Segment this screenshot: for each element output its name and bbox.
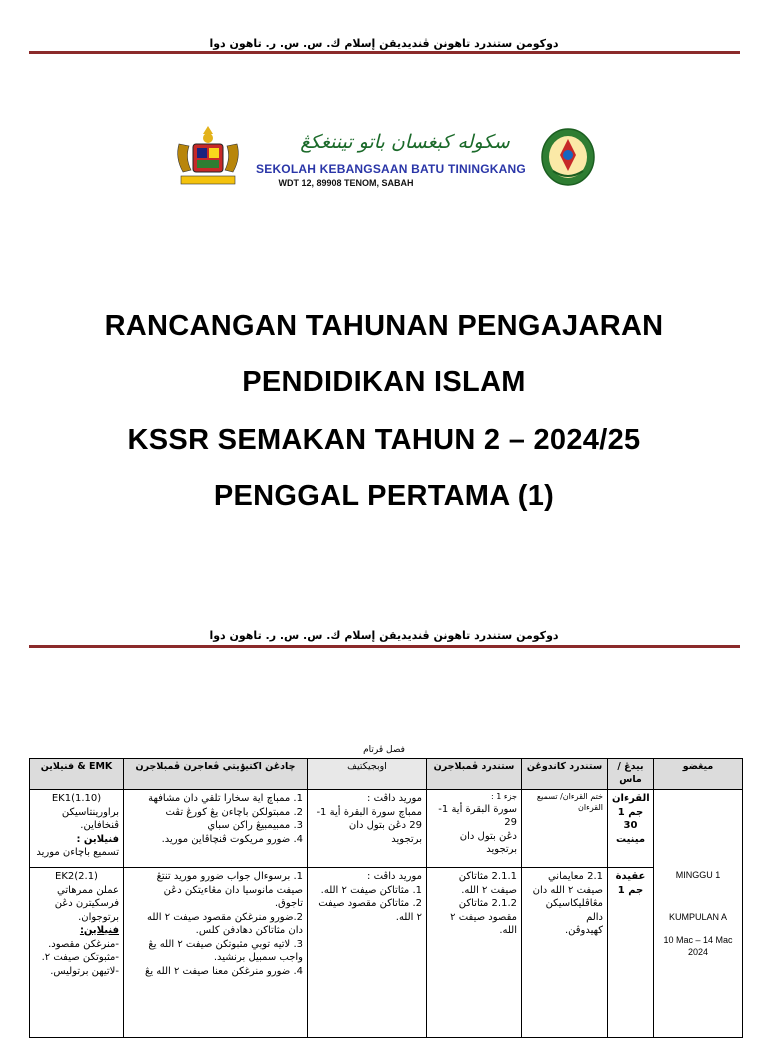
week-dates: 10 Mac – 14 Mac 2024: [663, 934, 733, 957]
sk-line: مڠاڤليکاسيکن دالم: [545, 898, 603, 923]
emk-text: فرسکيترن دڠن: [54, 898, 119, 909]
emk-text: تسميع باچاءن موريد: [36, 847, 119, 858]
table-caption: فصل ڤرتام: [363, 745, 405, 755]
cell-bidang-masa: [608, 790, 654, 868]
objektif-line: 29 دڠن بتول دان: [348, 820, 422, 831]
page-2-header: دوكومن ستندرد تاهونن ڤنديديقن إسلام ك. س. س. ر. تاهون دوا: [209, 629, 559, 642]
aktiviti-item: 1. برسوءال جواب ضورو موريد تنتڠ صيفت مانوسيا دان مڠاءيتکن دڠن: [156, 871, 303, 896]
header-divider: [29, 51, 740, 54]
table-header-row: [30, 759, 743, 790]
emk-text: براورينتاسيکن: [61, 806, 119, 818]
page-2-divider: [29, 645, 740, 648]
header-emk: EMK & فنيلاين: [30, 759, 124, 790]
sk-line: کهيدوڤن.: [564, 925, 603, 936]
emk-code: EK2(2.1): [55, 871, 98, 882]
group-name: KUMPULAN A: [668, 912, 728, 923]
sk-line: القرءان: [578, 802, 603, 812]
emk-text: ڤنخافاين.: [80, 820, 119, 831]
title-line-4: PENGGAL PERTAMA (1): [213, 480, 555, 512]
school-name: SEKOLAH KEBANGSAAN BATU TININGKANG: [256, 162, 526, 176]
header-minggu: ميڠضو: [654, 759, 743, 790]
sk-line: ختم القرءان/ تسميع: [536, 792, 603, 801]
cell-aktiviti: [124, 868, 308, 1038]
table-row: [30, 868, 743, 1038]
cell-emk: [30, 868, 124, 1038]
penilaian-label: فنيلاين :: [76, 833, 119, 845]
objektif-line: ممباچ سورة البقرة أية 1-: [316, 806, 422, 818]
sp-line: 2.1.1 مثاتاکن: [458, 871, 517, 882]
cell-objektif: [308, 790, 427, 868]
masa-line: 1 جم: [617, 806, 644, 818]
school-badge-logo: [541, 127, 595, 187]
emk-text: -مثبوتکن صيفت ٢.: [41, 952, 119, 963]
sp-line: مقصود صيفت ٢ الله.: [450, 911, 517, 936]
objektif-line: موريد داڤت :: [367, 871, 422, 882]
cell-objektif: [308, 868, 427, 1038]
aktiviti-item: دان مثاتاکن دهادفن کلس.: [195, 925, 303, 936]
emk-text: برتوجوان.: [78, 911, 119, 923]
objektif-line: 1. مثاتاکن صيفت ٢ الله.: [320, 884, 422, 896]
aktiviti-item: 2.ضورو منرغکن مقصود صيفت ٢ الله: [147, 911, 303, 923]
sp-line: سورة البقرة أية 1-29: [438, 803, 517, 829]
sk-line: صيفت ٢ الله دان: [532, 884, 603, 896]
aktiviti-item: واجب سمبيل برنشيد.: [213, 952, 303, 963]
school-name-jawi: سکوله کبغسان باتو تيننغکڠ: [300, 131, 510, 153]
cell-bidang-masa: [608, 868, 654, 1038]
objektif-line: 2. مثاتاکن مقصود صيفت: [318, 898, 422, 909]
title-line-3: KSSR SEMAKAN TAHUN 2 – 2024/25: [127, 424, 641, 456]
emk-text: -منرغکن مقصود.: [48, 938, 119, 950]
emk-text: عملن ممرهاتي: [57, 884, 119, 896]
school-address: WDT 12, 89908 TENOM, SABAH: [278, 178, 414, 188]
header-standard-pembelajaran: ستندرد ڤمبلاجرن: [427, 759, 522, 790]
aktiviti-item: 1. ممباچ اية سخارا تلقي دان مشافهة: [148, 793, 303, 804]
cell-minggu: [654, 790, 743, 1038]
header-objektif: اوبجيکتيف: [308, 759, 427, 790]
cell-standard-pembelajaran: [427, 868, 522, 1038]
emk-code: EK1(1.10): [51, 793, 102, 804]
cell-standard-kandungan: [522, 868, 608, 1038]
objektif-line: موريد داڤت :: [367, 793, 422, 804]
document-header: دوكومن ستندرد تاهونن ڤنديديقن إسلام ك. س. س. ر. تاهون دوا: [209, 37, 559, 50]
objektif-line: برتجويد: [391, 833, 422, 845]
aktiviti-item: 4. ضورو منرغکن معنا صيفت ٢ الله يڠ: [145, 965, 303, 977]
sp-line: 2.1.2 مثاتاکن: [458, 898, 517, 909]
yearly-plan-table: [29, 758, 743, 1038]
emk-text: -لاتيهن برتوليس.: [50, 965, 119, 977]
sp-line: جزء 1 :: [490, 792, 517, 801]
header-standard-kandungan: ستندرد کاندوڠن: [522, 759, 608, 790]
bidang-name: عقيدة: [615, 871, 646, 882]
week-number: MINGGU 1: [675, 870, 721, 881]
aktiviti-item: 4. ضورو مريکوت ڤنچاڤاين موريد.: [161, 833, 303, 845]
bidang-name: القرءان: [612, 793, 650, 804]
title-line-1: RANCANGAN TAHUNAN PENGAJARAN: [104, 310, 664, 342]
aktiviti-item: 3. لاتيه توبي مثبوتکن صيفت ٢ الله يڠ: [148, 938, 303, 950]
sk-line: 2.1 معايماني: [547, 871, 603, 882]
masa-line: 30: [623, 820, 638, 831]
sp-line: صيفت ٢ الله.: [461, 884, 517, 896]
table-row: [30, 790, 743, 868]
cell-emk: [30, 790, 124, 868]
title-line-2: PENDIDIKAN ISLAM: [242, 366, 526, 398]
masa-line: 1 جم: [617, 884, 644, 896]
sp-line: برتجويد: [486, 844, 517, 856]
aktiviti-item: تاجوق.: [274, 898, 303, 909]
cell-standard-pembelajaran: [427, 790, 522, 868]
objektif-line: ٢ الله.: [395, 911, 422, 923]
aktiviti-item: 2. ممبتولکن باچاءن يڠ کورڠ تڤت: [165, 806, 303, 818]
masa-line: مينيت: [615, 833, 646, 845]
header-aktiviti: چادڠن اکتيۏيتي ڤعاجرن ڤمبلاجرن: [124, 759, 308, 790]
header-bidang-masa: بيدڠ / ماس: [608, 759, 654, 790]
malaysia-crest-logo: [173, 124, 243, 188]
aktiviti-item: 3. ممبيمبيڠ راکن سباي: [207, 820, 303, 831]
penilaian-label: فنيلاين:: [79, 925, 119, 936]
cell-standard-kandungan: [522, 790, 608, 868]
sp-line: دڠن بتول دان: [459, 830, 517, 842]
cell-aktiviti: [124, 790, 308, 868]
